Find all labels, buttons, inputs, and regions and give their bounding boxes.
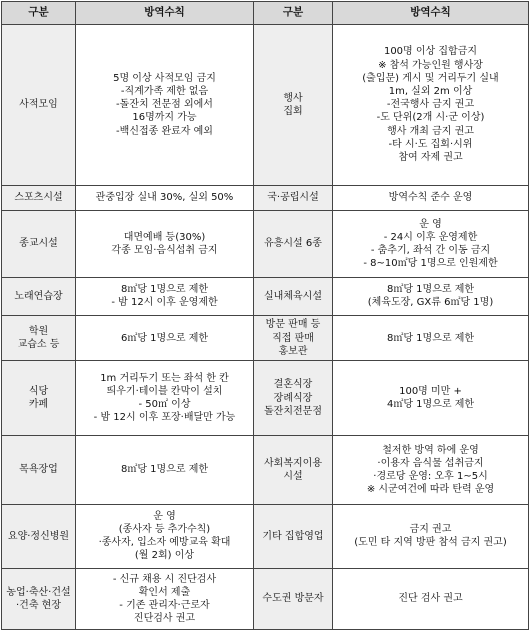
category-right-line: 국·공립시설	[267, 192, 319, 204]
rules-right-cell	[333, 504, 529, 568]
rules-right-line: 8㎡당 1명으로 제한	[386, 332, 475, 344]
category-left-line: 식당	[28, 385, 49, 397]
category-right-line: 직접 판매	[272, 332, 314, 344]
rules-left-cell	[76, 185, 254, 211]
rules-right-line: 금지 권고	[409, 524, 452, 536]
category-left-cell	[2, 361, 76, 436]
table-row	[2, 504, 529, 568]
rules-right-line: - 8~10㎡당 1명으로 인원제한	[363, 258, 498, 270]
rules-left-line: 8㎡당 1명으로 제한	[120, 464, 209, 476]
header-rules-right: 방역수칙	[333, 2, 529, 25]
rules-right-line: - 24시 이후 운영제한	[383, 231, 478, 243]
rules-left-line: - 50㎡ 이상	[138, 399, 191, 411]
rules-right-line: 참여 자제 권고	[398, 151, 463, 163]
rules-left-line: 운 영	[153, 510, 176, 522]
rules-left-line: 6㎡당 1명으로 제한	[120, 332, 209, 344]
category-right-line: 돌잔치전문점	[264, 405, 322, 417]
rules-right-line: - 춤추기, 좌석 간 이동 금지	[370, 244, 491, 256]
rules-left-line: 5명 이상 사적모임 금지	[113, 72, 216, 84]
rules-right-line: 행사 개최 금지 권고	[387, 125, 474, 137]
rules-left-line: - 밤 12시 이후 포장·배달만 가능	[93, 412, 236, 424]
header-rules-left: 방역수칙	[76, 2, 254, 25]
rules-left-line: 대면예배 등(30%)	[123, 231, 206, 243]
category-right-line: 행사	[283, 92, 303, 104]
table-row	[2, 361, 529, 436]
header-category-left: 구분	[2, 2, 76, 25]
rules-right-cell	[333, 277, 529, 316]
rules-left-cell	[76, 504, 254, 568]
category-right-cell	[254, 25, 333, 186]
category-left-line: 교습소 등	[17, 339, 60, 351]
category-right-line: 결혼식장	[273, 379, 313, 391]
rules-right-cell	[333, 568, 529, 629]
rules-left-cell	[76, 436, 254, 505]
category-left-line: 사적모임	[19, 99, 58, 111]
category-right-cell	[254, 361, 333, 436]
rules-right-cell	[333, 361, 529, 436]
category-right-line: 방문 판매 등	[265, 319, 321, 331]
table-row	[2, 568, 529, 629]
category-right-line: 사회복지이용	[264, 457, 322, 469]
rules-right-line: 운 영	[419, 218, 442, 230]
rules-left-line: 16명까지 가능	[132, 112, 197, 124]
rules-left-cell	[76, 316, 254, 361]
rules-left-cell	[76, 25, 254, 186]
rules-left-cell	[76, 361, 254, 436]
category-right-line: 집회	[283, 105, 303, 117]
rules-left-line: 띄우기·테이블 칸막이 설치	[106, 385, 223, 397]
rules-left-line: -돌잔치 전문점 외에서	[116, 99, 213, 111]
category-left-cell	[2, 568, 76, 629]
rules-left-cell	[76, 211, 254, 277]
category-right-line: 시설	[283, 470, 303, 482]
rules-right-line: -도 단위(2개 시·군 이상)	[376, 112, 485, 124]
category-left-line: ·건축 현장	[16, 599, 61, 611]
rules-left-line: (종사자 등 추가수칙)	[118, 524, 211, 536]
header-row	[2, 2, 529, 25]
rules-right-line: 1m, 실외 2m 이상	[388, 86, 473, 98]
table-row	[2, 277, 529, 316]
category-right-cell	[254, 316, 333, 361]
rules-left-line: - 기존 관리자·근로자	[119, 599, 210, 611]
category-right-line: 홍보관	[278, 345, 308, 357]
category-right-cell	[254, 277, 333, 316]
rules-right-line: (출입문) 게시 및 거리두기 실내	[362, 72, 499, 84]
category-left-line: 카페	[28, 399, 49, 411]
category-left-cell	[2, 316, 76, 361]
rules-right-line: ·경로당 운영: 오후 1~5시	[373, 470, 488, 482]
rules-left-cell	[76, 277, 254, 316]
rules-right-line: -타 시·도 집회·시위	[388, 138, 473, 150]
rules-right-line: ·이용자 음식물 섭취금지	[377, 457, 484, 469]
quarantine-rules-table	[1, 1, 529, 630]
category-left-line: 스포츠시설	[14, 192, 63, 204]
rules-right-cell	[333, 316, 529, 361]
rules-right-cell	[333, 25, 529, 186]
category-left-cell	[2, 277, 76, 316]
category-right-cell	[254, 504, 333, 568]
category-left-line: 요양·정신병원	[7, 530, 70, 542]
category-left-cell	[2, 25, 76, 186]
rules-left-line: -백신접종 완료자 예외	[116, 125, 213, 137]
rules-left-line: (월 2회) 이상	[134, 550, 195, 562]
category-left-cell	[2, 504, 76, 568]
rules-right-line: 8㎡당 1명으로 제한	[386, 284, 475, 296]
category-right-cell	[254, 185, 333, 211]
rules-right-cell	[333, 185, 529, 211]
rules-left-line: 진단검사 권고	[133, 613, 196, 625]
category-right-cell	[254, 568, 333, 629]
rules-right-line: (체육도장, GX류 6㎡당 1명)	[367, 297, 494, 309]
category-left-line: 목욕장업	[19, 464, 58, 476]
rules-left-line: 확인서 제출	[138, 586, 191, 598]
category-right-line: 유흥시설 6종	[264, 238, 322, 250]
rules-left-line: 1m 거리두기 또는 좌석 한 칸	[100, 372, 229, 384]
table-row	[2, 185, 529, 211]
category-right-line: 수도권 방문자	[262, 593, 324, 605]
category-left-line: 노래연습장	[14, 290, 63, 302]
rules-left-line: 각종 모임·음식섭취 금지	[111, 244, 218, 256]
category-left-line: 농업·축산·건설	[6, 586, 71, 598]
category-right-line: 기타 집합영업	[262, 530, 324, 542]
rules-left-line: ·종사자, 입소자 예방교육 확대	[98, 537, 231, 549]
rules-left-line: 8㎡당 1명으로 제한	[120, 284, 209, 296]
rules-left-line: - 신규 채용 시 진단검사	[112, 573, 217, 585]
table-row	[2, 436, 529, 505]
rules-left-line: -직계가족 제한 없음	[120, 86, 209, 98]
rules-right-line: ※ 시군여건에 따라 탄력 운영	[366, 484, 495, 496]
category-right-cell	[254, 436, 333, 505]
rules-left-line: - 밤 12시 이후 운영제한	[111, 297, 218, 309]
table-row	[2, 316, 529, 361]
rules-right-line: (도민 타 지역 방판 참석 금지 권고)	[354, 537, 507, 549]
table-row	[2, 25, 529, 186]
rules-right-line: 철저한 방역 하에 운영	[382, 444, 479, 456]
category-left-cell	[2, 185, 76, 211]
rules-right-line: 방역수칙 준수 운영	[388, 192, 473, 204]
category-right-line: 실내체육시설	[264, 290, 322, 302]
category-left-line: 종교시설	[19, 238, 58, 250]
header-category-right: 구분	[254, 2, 333, 25]
table-row	[2, 211, 529, 277]
rules-right-line: 4㎡당 1명으로 제한	[386, 399, 475, 411]
category-left-cell	[2, 436, 76, 505]
category-right-line: 장례식장	[273, 392, 313, 404]
category-left-line: 학원	[28, 326, 49, 338]
rules-right-line: 100명 미만 +	[399, 385, 462, 397]
rules-right-line: ※ 참석 가능인원 행사장	[378, 59, 483, 71]
rules-left-cell	[76, 568, 254, 629]
rules-right-line: -전국행사 금지 권고	[386, 99, 475, 111]
rules-right-line: 100명 이상 집합금지	[383, 46, 478, 58]
rules-right-cell	[333, 436, 529, 505]
rules-right-line: 진단 검사 권고	[398, 593, 463, 605]
rules-right-cell	[333, 211, 529, 277]
rules-left-line: 관중입장 실내 30%, 실외 50%	[95, 192, 234, 204]
category-left-cell	[2, 211, 76, 277]
category-right-cell	[254, 211, 333, 277]
